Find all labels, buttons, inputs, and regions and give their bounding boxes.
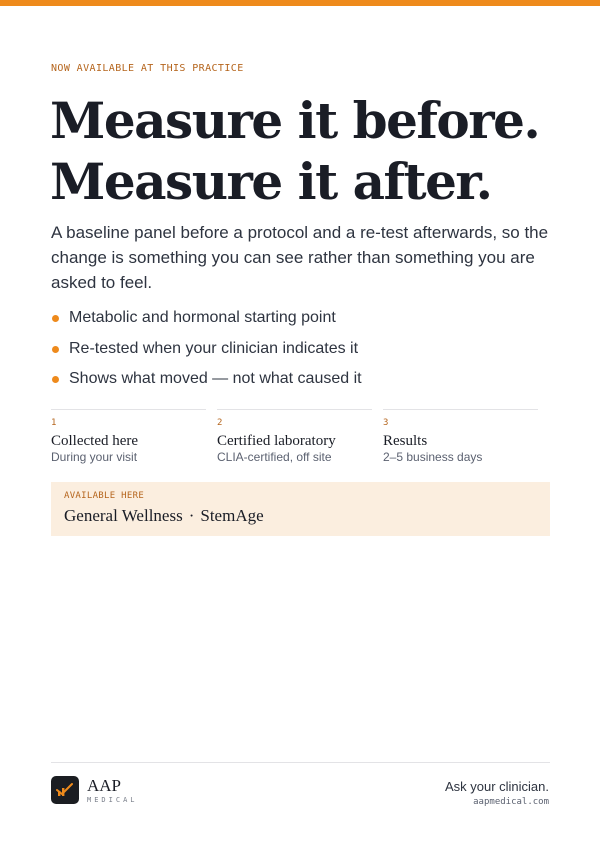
bullet-dot-icon	[52, 346, 59, 353]
availability-label: AVAILABLE HERE	[64, 491, 145, 501]
step-subtitle: CLIA-certified, off site	[217, 450, 332, 464]
step-laboratory	[217, 409, 372, 465]
bullet-item	[51, 338, 556, 369]
step-results	[383, 409, 538, 465]
bullet-item	[51, 368, 556, 399]
lede-paragraph: A baseline panel before a protocol and a re-test afterwards, so the change is something you can see rather than something you are asked to feel.	[51, 223, 549, 292]
bullet-text: Re-tested when your clinician indicates it	[69, 339, 359, 357]
ask-clinician-text: Ask your clinician.	[444, 779, 549, 794]
step-number: 3	[383, 418, 389, 428]
headline-line-2: Measure it after.	[50, 152, 492, 211]
footer-divider	[51, 762, 550, 763]
name-separator: ·	[188, 506, 195, 525]
brand-subtitle: MEDICAL	[87, 796, 138, 804]
brand-logo	[87, 778, 138, 804]
step-collected	[51, 409, 206, 465]
website-url: aapmedical.com	[473, 797, 549, 807]
availability-panel	[51, 482, 550, 536]
step-number: 1	[51, 418, 57, 428]
bullet-dot-icon	[52, 376, 59, 383]
practice-name: General Wellness	[64, 506, 183, 525]
step-title: Certified laboratory	[217, 433, 336, 449]
eyebrow-label: NOW AVAILABLE AT THIS PRACTICE	[51, 63, 244, 74]
bullet-dot-icon	[52, 315, 59, 322]
bullet-item	[51, 307, 556, 338]
bullet-list	[51, 307, 556, 399]
checkmark-chart-icon	[51, 776, 79, 804]
product-name: StemAge	[200, 506, 264, 525]
availability-names	[64, 506, 537, 526]
brand-name: AAP	[87, 776, 122, 795]
footer-contact	[445, 779, 549, 807]
step-title: Results	[383, 433, 428, 449]
bullet-text: Shows what moved — not what caused it	[69, 370, 362, 387]
top-accent-bar	[0, 0, 600, 6]
process-steps	[51, 409, 549, 465]
bullet-text: Metabolic and hormonal starting point	[69, 309, 336, 326]
headline	[50, 90, 570, 212]
headline-line-1: Measure it before.	[50, 91, 540, 150]
step-subtitle: 2–5 business days	[383, 450, 483, 464]
step-subtitle: During your visit	[51, 450, 138, 464]
step-title: Collected here	[51, 433, 139, 449]
step-number: 2	[217, 418, 223, 428]
